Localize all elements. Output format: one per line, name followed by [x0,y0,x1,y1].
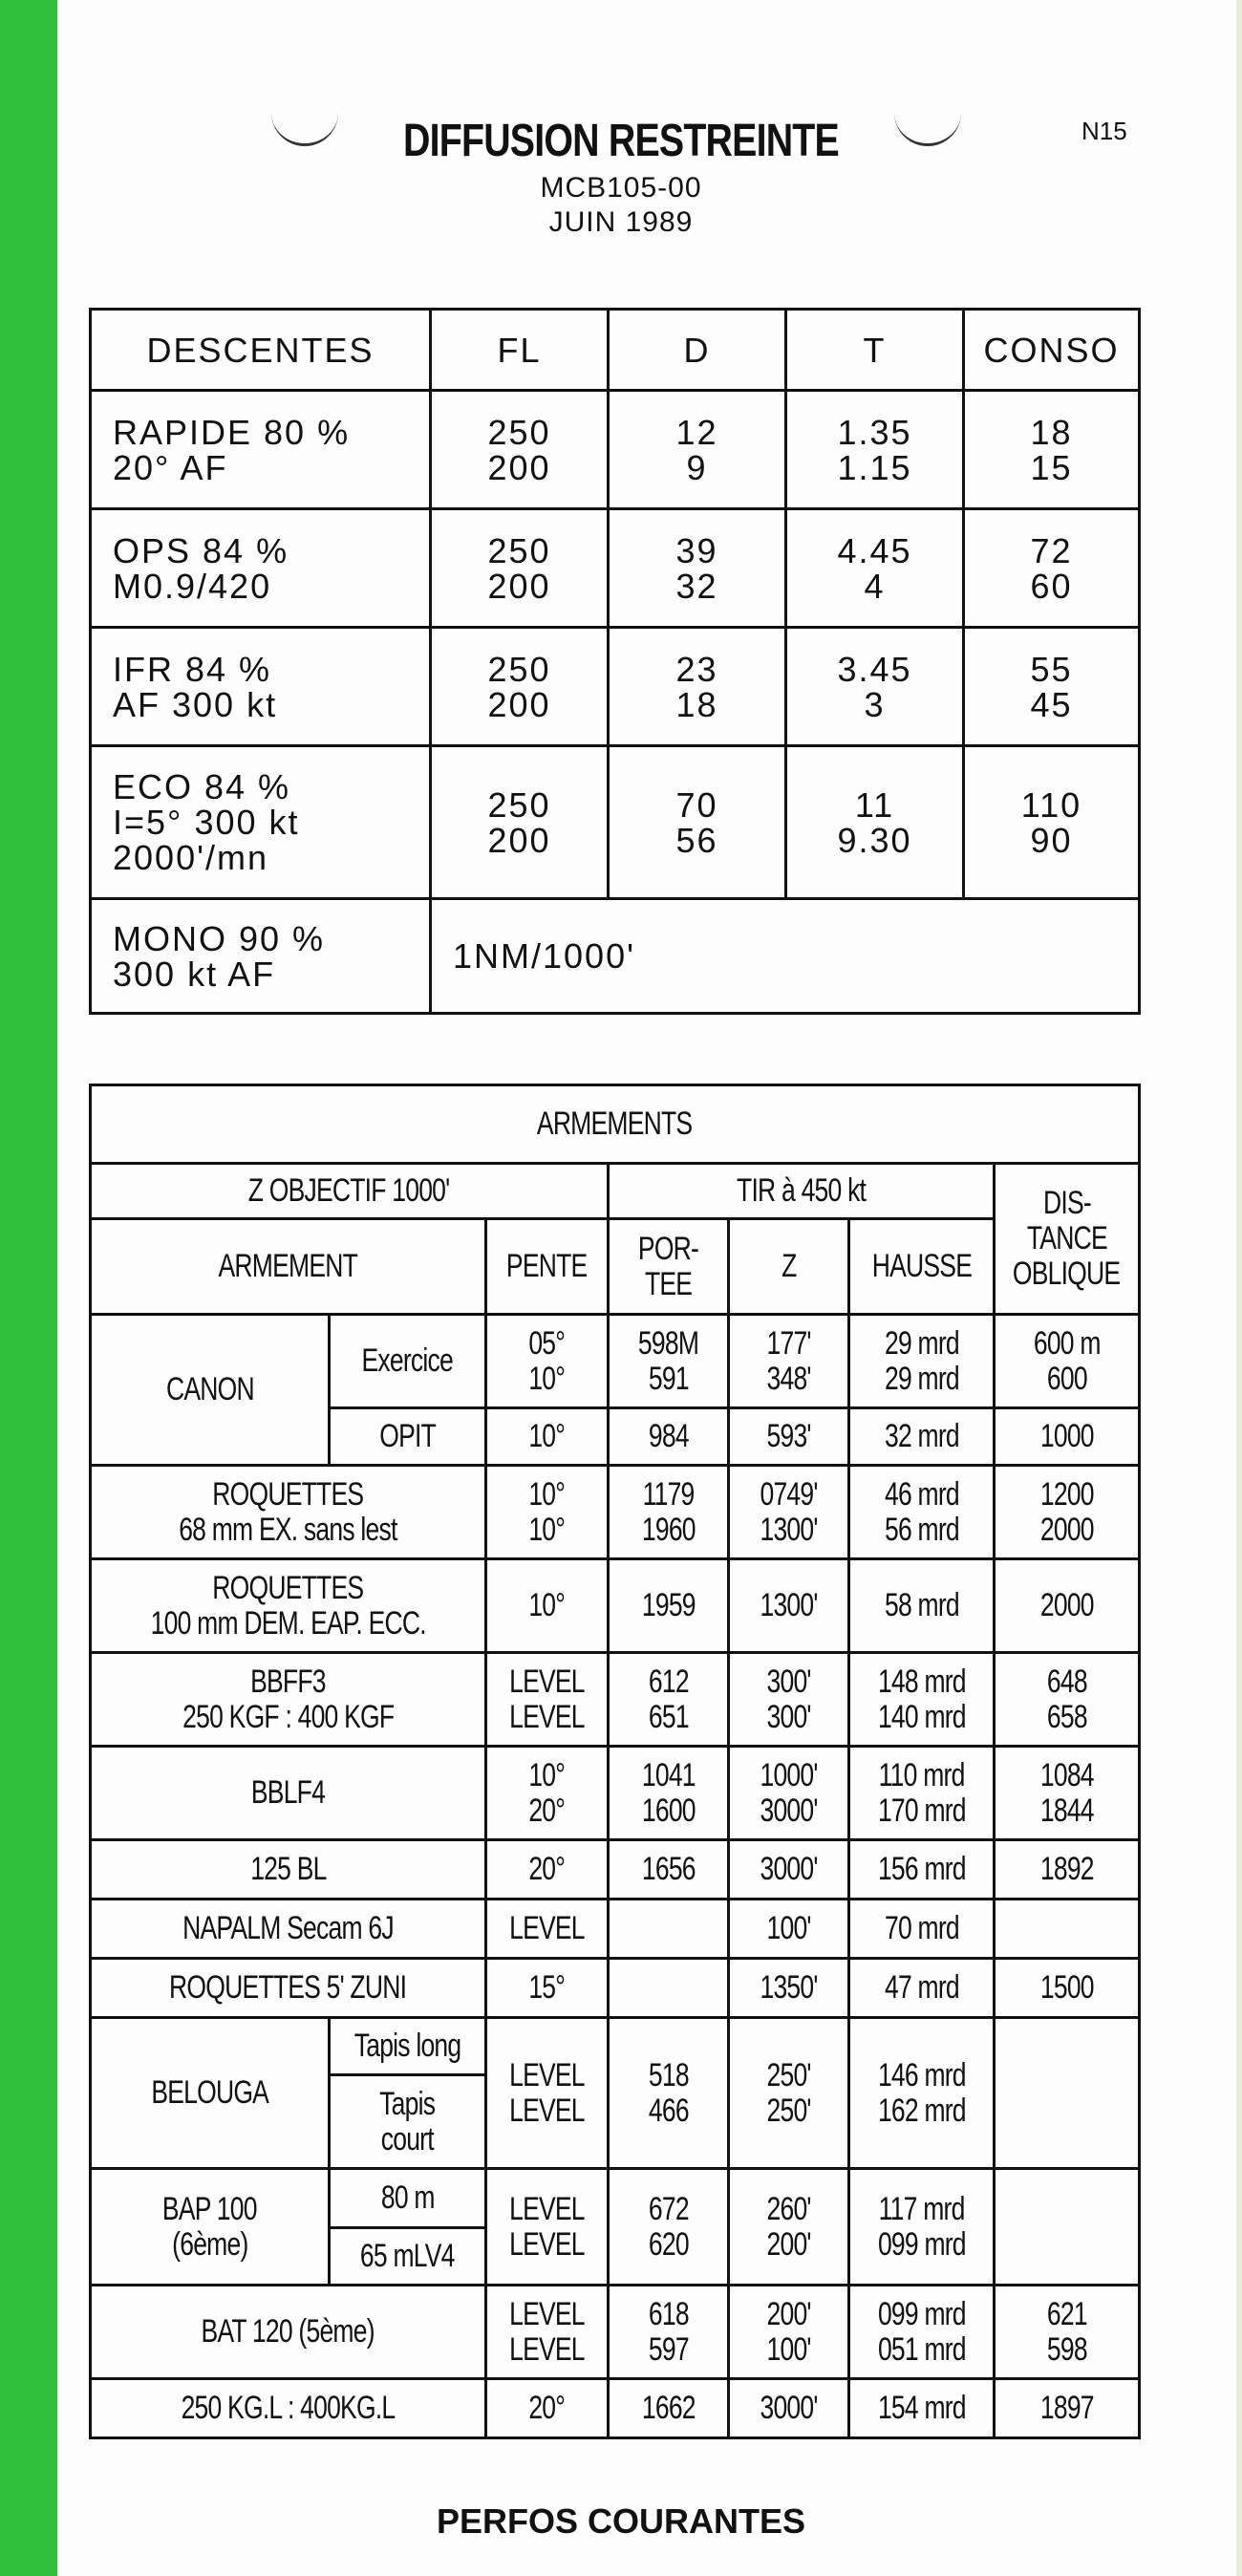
armement-sub: Tapis court [330,2075,486,2169]
mono-value: 1NM/1000' [431,899,1140,1014]
armement-row-bblf4: BBLF4 10° 20° 1041 1600 1000' 3000' 110 mrd 170 mrd 1084 1844 [91,1747,1140,1840]
descente-row-ops [91,509,1140,628]
armements-table [89,1084,1141,2439]
descente-row-eco [91,746,1140,899]
col-header-conso: CONSO [964,310,1140,391]
descentes-table [89,308,1141,1015]
armement-name: ROQUETTES 5' ZUNI [91,1959,486,2018]
col-header-fl: FL [431,310,609,391]
descente-label: MONO 90 % 300 kt AF [91,899,431,1014]
armement-name: ROQUETTES 68 mm EX. sans lest [91,1466,486,1559]
t-cell: 4.45 4 [786,509,964,628]
d-cell: 23 18 [609,628,786,746]
document-title: DIFFUSION RESTREINTE [403,116,839,166]
armement-name: BBFF3 250 KGF : 400 KGF [91,1653,486,1747]
col-header-portee: POR- TEE [609,1219,729,1315]
armement-row-zuni: ROQUETTES 5' ZUNI 15° 1350' 47 mrd 1500 [91,1959,1140,2018]
t-cell: 3.45 3 [786,628,964,746]
armement-name: BBLF4 [91,1747,486,1840]
conso-cell: 72 60 [964,509,1140,628]
green-edge-strip [0,0,57,2576]
col-header-armement: ARMEMENT [91,1219,486,1315]
armement-row-250kg: 250 KG.L : 400KG.L 20° 1662 3000' 154 mrd 1897 [91,2379,1140,2438]
descente-label: OPS 84 % M0.9/420 [91,509,431,628]
tir-label: TIR à 450 kt [609,1164,995,1219]
document-reference: MCB105-00 [540,172,702,204]
descente-label: ECO 84 % I=5° 300 kt 2000'/mn [91,746,431,899]
armement-row-bat120: BAT 120 (5ème) LEVEL LEVEL 618 597 200' 100' 099 mrd 051 mrd 621 598 [91,2286,1140,2379]
col-header-t: T [786,310,964,391]
col-header-z: Z [729,1219,849,1315]
armement-name: ROQUETTES 100 mm DEM. EAP. ECC. [91,1559,486,1653]
armement-name: 250 KG.L : 400KG.L [91,2379,486,2438]
fl-cell: 250 200 [431,628,609,746]
armement-row-belouga-long: BELOUGA Tapis long LEVEL LEVEL 518 466 250' 250' 146 mrd 162 mrd [91,2018,1140,2075]
armement-row-bap100-80m: BAP 100 (6ème) 80 m LEVEL LEVEL 672 620 260' 200' 117 mrd 099 mrd [91,2169,1140,2228]
t-cell: 1.35 1.15 [786,391,964,509]
t-cell: 11 9.30 [786,746,964,899]
col-header-d: D [609,310,786,391]
armement-row-canon-opit: OPIT 10° 984 593' 32 mrd 1000 [91,1408,1140,1466]
armement-row-roquettes-100: ROQUETTES 100 mm DEM. EAP. ECC. 10° 1959 1300' 58 mrd 2000 [91,1559,1140,1653]
armement-row-canon-exercice: CANON Exercice 05° 10° 598M 591 177' 348' 29 mrd 29 mrd 600 m 600 [91,1315,1140,1408]
armement-row-bbff3: BBFF3 250 KGF : 400 KGF LEVEL LEVEL 612 651 300' 300' 148 mrd 140 mrd 648 658 [91,1653,1140,1747]
fl-cell: 250 200 [431,391,609,509]
col-header-pente: PENTE [486,1219,609,1315]
armement-name: BAP 100 (6ème) [91,2169,330,2286]
col-header-descentes: DESCENTES [91,310,431,391]
armement-name: 125 BL [91,1840,486,1900]
distance-header: DIS- TANCE OBLIQUE [995,1164,1140,1315]
d-cell: 70 56 [609,746,786,899]
armement-sub: OPIT [330,1408,486,1466]
conso-cell: 18 15 [964,391,1140,509]
objective-row [91,1164,1140,1219]
right-edge-shade [1236,0,1242,2576]
descente-row-rapide [91,391,1140,509]
armements-header-row [91,1219,1140,1315]
objective-label: Z OBJECTIF 1000' [91,1164,609,1219]
armement-sub: 65 mLV4 [330,2228,486,2286]
card-number: N15 [1081,117,1127,145]
descente-row-mono [91,899,1140,1014]
descentes-header-row [91,310,1140,391]
d-cell: 12 9 [609,391,786,509]
fl-cell: 250 200 [431,509,609,628]
armement-row-125bl: 125 BL 20° 1656 3000' 156 mrd 1892 [91,1840,1140,1900]
armement-sub: Tapis long [330,2018,486,2075]
document-date: JUIN 1989 [548,206,694,238]
d-cell: 39 32 [609,509,786,628]
descente-label: RAPIDE 80 % 20° AF [91,391,431,509]
conso-cell: 110 90 [964,746,1140,899]
armement-name: CANON [91,1315,330,1466]
footer-title: PERFOS COURANTES [436,2501,806,2541]
descente-label: IFR 84 % AF 300 kt [91,628,431,746]
armements-title: ARMEMENTS [91,1085,1140,1164]
armement-name: BELOUGA [91,2018,330,2169]
armement-row-roquettes-68: ROQUETTES 68 mm EX. sans lest 10° 10° 1179 1960 0749' 1300' 46 mrd 56 mrd 1200 2000 [91,1466,1140,1559]
descente-row-ifr [91,628,1140,746]
armement-sub: 80 m [330,2169,486,2228]
col-header-hausse: HAUSSE [849,1219,995,1315]
armement-sub: Exercice [330,1315,486,1408]
armement-row-napalm: NAPALM Secam 6J LEVEL 100' 70 mrd [91,1900,1140,1959]
conso-cell: 55 45 [964,628,1140,746]
armements-title-row [91,1085,1140,1164]
armement-name: BAT 120 (5ème) [91,2286,486,2379]
fl-cell: 250 200 [431,746,609,899]
armement-name: NAPALM Secam 6J [91,1900,486,1959]
